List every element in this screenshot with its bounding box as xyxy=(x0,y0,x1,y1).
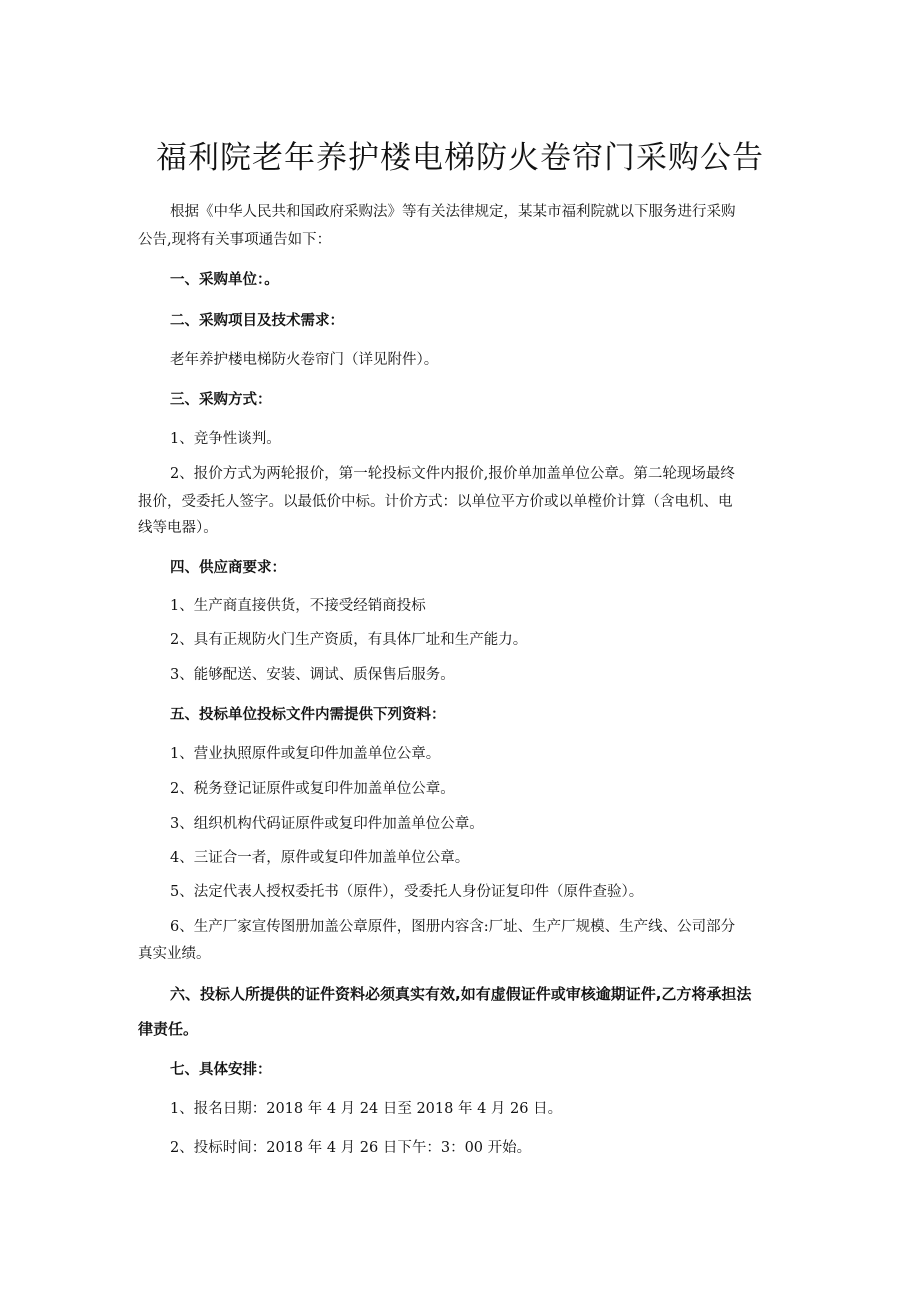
section-5-item-1: 1、营业执照原件或复印件加盖单位公章。 xyxy=(170,746,441,762)
section-2-item-1: 老年养护楼电梯防火卷帘门（详见附件）。 xyxy=(170,352,439,368)
section-6-line-2: 律责任。 xyxy=(138,1020,199,1038)
section-4-heading: 四、供应商要求： xyxy=(170,560,286,576)
section-5-item-4: 4、三证合一者，原件或复印件加盖单位公章。 xyxy=(170,850,470,866)
section-6-line-1: 六、投标人所提供的证件资料必须真实有效,如有虚假证件或审核逾期证件,乙方将承担法 xyxy=(170,985,752,1003)
section-7-item-1: 1、报名日期：2018 年 4 月 24 日至 2018 年 4 月 26 日。 xyxy=(170,1101,563,1117)
section-5-item-6-line-2: 真实业绩。 xyxy=(138,946,211,962)
page-title: 福利院老年养护楼电梯防火卷帘门采购公告 xyxy=(156,140,764,176)
intro-line-2: 公告,现将有关事项通告如下： xyxy=(138,232,332,248)
section-5-item-6-line-1: 6、生产厂家宣传图册加盖公章原件，图册内容含:厂址、生产厂规模、生产线、公司部分 xyxy=(170,919,736,935)
section-5-item-5: 5、法定代表人授权委托书（原件），受委托人身份证复印件（原件查验）。 xyxy=(170,884,644,900)
section-2-heading: 二、采购项目及技术需求： xyxy=(170,313,344,329)
section-4-item-2: 2、具有正规防火门生产资质，有具体厂址和生产能力。 xyxy=(170,632,528,648)
section-4-item-1: 1、生产商直接供货，不接受经销商投标 xyxy=(170,598,426,614)
section-3-item-1: 1、竞争性谈判。 xyxy=(170,431,281,447)
section-5-heading: 五、投标单位投标文件内需提供下列资料： xyxy=(170,707,446,723)
section-1-heading: 一、采购单位：。 xyxy=(170,272,279,288)
section-5-item-2: 2、税务登记证原件或复印件加盖单位公章。 xyxy=(170,781,455,797)
section-3-item-2-line-3: 线等电器）。 xyxy=(138,520,218,536)
section-3-heading: 三、采购方式： xyxy=(170,392,272,408)
intro-line-1: 根据《中华人民共和国政府采购法》等有关法律规定，某某市福利院就以下服务进行采购 xyxy=(170,204,736,220)
section-7-heading: 七、具体安排： xyxy=(170,1062,272,1078)
section-5-item-3: 3、组织机构代码证原件或复印件加盖单位公章。 xyxy=(170,816,484,832)
section-3-item-2-line-1: 2、报价方式为两轮报价，第一轮投标文件内报价,报价单加盖单位公章。第二轮现场最终 xyxy=(170,466,735,482)
section-3-item-2-line-2: 报价，受委托人签字。以最低价中标。计价方式：以单位平方价或以单樘价计算（含电机、电 xyxy=(138,494,733,510)
section-4-item-3: 3、能够配送、安装、调试、质保售后服务。 xyxy=(170,667,455,683)
section-7-item-2: 2、投标时间：2018 年 4 月 26 日下午：3：00 开始。 xyxy=(170,1140,532,1156)
